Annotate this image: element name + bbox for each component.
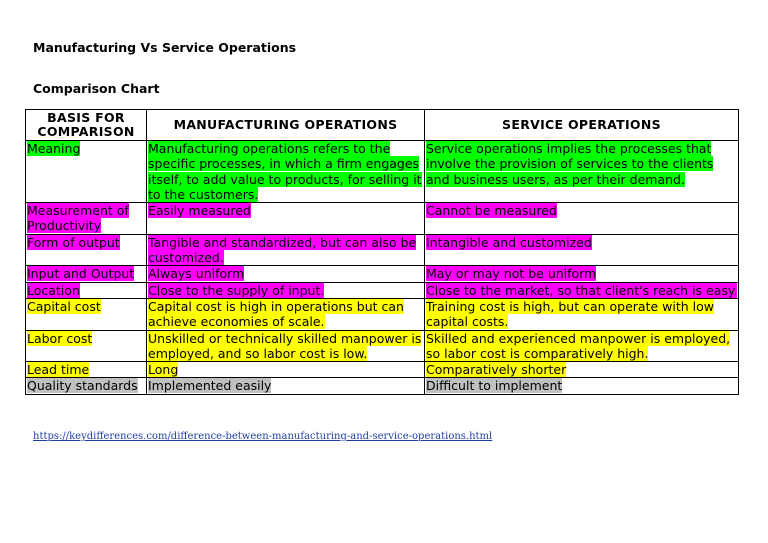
basis-cell-text: Capital cost (27, 298, 101, 314)
manufacturing-cell (147, 234, 425, 266)
basis-cell (26, 203, 147, 235)
table-row (26, 141, 739, 203)
table-row (26, 234, 739, 266)
basis-cell-text: Quality standards (27, 378, 138, 394)
manufacturing-cell-text: Unskilled or technically skilled manpower is employed, and so labor cost is low. (148, 330, 422, 361)
manufacturing-cell-text: Manufacturing operations refers to the specific processes, in which a firm engages itself, to add value to products, for selling it to the customers. (148, 141, 422, 202)
service-cell-text: Close to the market, so that client's reach is easy. (426, 282, 738, 298)
manufacturing-cell-text: Long (148, 362, 179, 378)
manufacturing-cell-text: Close to the supply of input. (148, 282, 325, 298)
table-row (26, 378, 739, 394)
manufacturing-cell (147, 282, 425, 298)
table-row (26, 266, 739, 282)
manufacturing-cell (147, 266, 425, 282)
table-row (26, 203, 739, 235)
basis-cell (26, 282, 147, 298)
header-service: SERVICE OPERATIONS (425, 110, 739, 141)
basis-cell (26, 266, 147, 282)
table-row (26, 330, 739, 362)
basis-cell (26, 234, 147, 266)
service-cell (425, 282, 739, 298)
section-subtitle: Comparison Chart (33, 81, 160, 96)
service-cell-text: Training cost is high, but can operate with low capital costs. (426, 298, 714, 330)
basis-cell (26, 298, 147, 330)
basis-cell-text: Meaning (27, 141, 81, 156)
service-cell-text: Skilled and experienced manpower is employed, so labor cost is comparatively high. (426, 330, 731, 361)
header-manufacturing: MANUFACTURING OPERATIONS (147, 110, 425, 141)
service-cell (425, 266, 739, 282)
service-cell (425, 203, 739, 235)
basis-cell (26, 378, 147, 394)
basis-cell (26, 330, 147, 362)
manufacturing-cell (147, 298, 425, 330)
document-title: Manufacturing Vs Service Operations (33, 40, 297, 55)
manufacturing-cell (147, 330, 425, 362)
basis-cell-text: Labor cost (27, 330, 93, 346)
service-cell (425, 378, 739, 394)
service-cell (425, 141, 739, 203)
table-row (26, 282, 739, 298)
manufacturing-cell (147, 378, 425, 394)
manufacturing-cell (147, 203, 425, 235)
table-header-row (26, 110, 739, 141)
header-basis: BASIS FOR COMPARISON (26, 110, 147, 141)
basis-cell (26, 141, 147, 203)
table-row (26, 298, 739, 330)
manufacturing-cell-text: Capital cost is high in operations but can achieve economies of scale. (148, 298, 404, 330)
comparison-table (25, 109, 739, 395)
source-link[interactable]: https://keydifferences.com/difference-between-manufacturing-and-service-operations.html (33, 431, 493, 442)
service-cell-text: Difficult to implement (426, 378, 563, 394)
service-cell-text: Service operations implies the processes that involve the provision of services to the clients and business users, as per their demand. (426, 141, 714, 187)
manufacturing-cell-text: Tangible and standardized, but can also be customized. (148, 234, 417, 266)
service-cell (425, 298, 739, 330)
service-cell-text: Comparatively shorter (426, 362, 567, 378)
service-cell-text: May or may not be uniform (426, 266, 597, 282)
manufacturing-cell (147, 141, 425, 203)
manufacturing-cell-text: Always uniform (148, 266, 245, 282)
service-cell (425, 362, 739, 378)
manufacturing-cell-text: Easily measured (148, 203, 251, 219)
manufacturing-cell (147, 362, 425, 378)
service-cell (425, 330, 739, 362)
table-row (26, 362, 739, 378)
basis-cell-text: Form of output (27, 234, 120, 250)
basis-cell-text: Input and Output (27, 266, 135, 282)
service-cell-text: Cannot be measured (426, 203, 557, 219)
basis-cell (26, 362, 147, 378)
basis-cell-text: Measurement of Productivity (27, 203, 129, 234)
service-cell (425, 234, 739, 266)
service-cell-text: Intangible and customized (426, 234, 592, 250)
basis-cell-text: Location (27, 282, 80, 298)
basis-cell-text: Lead time (27, 362, 90, 378)
manufacturing-cell-text: Implemented easily (148, 378, 272, 394)
